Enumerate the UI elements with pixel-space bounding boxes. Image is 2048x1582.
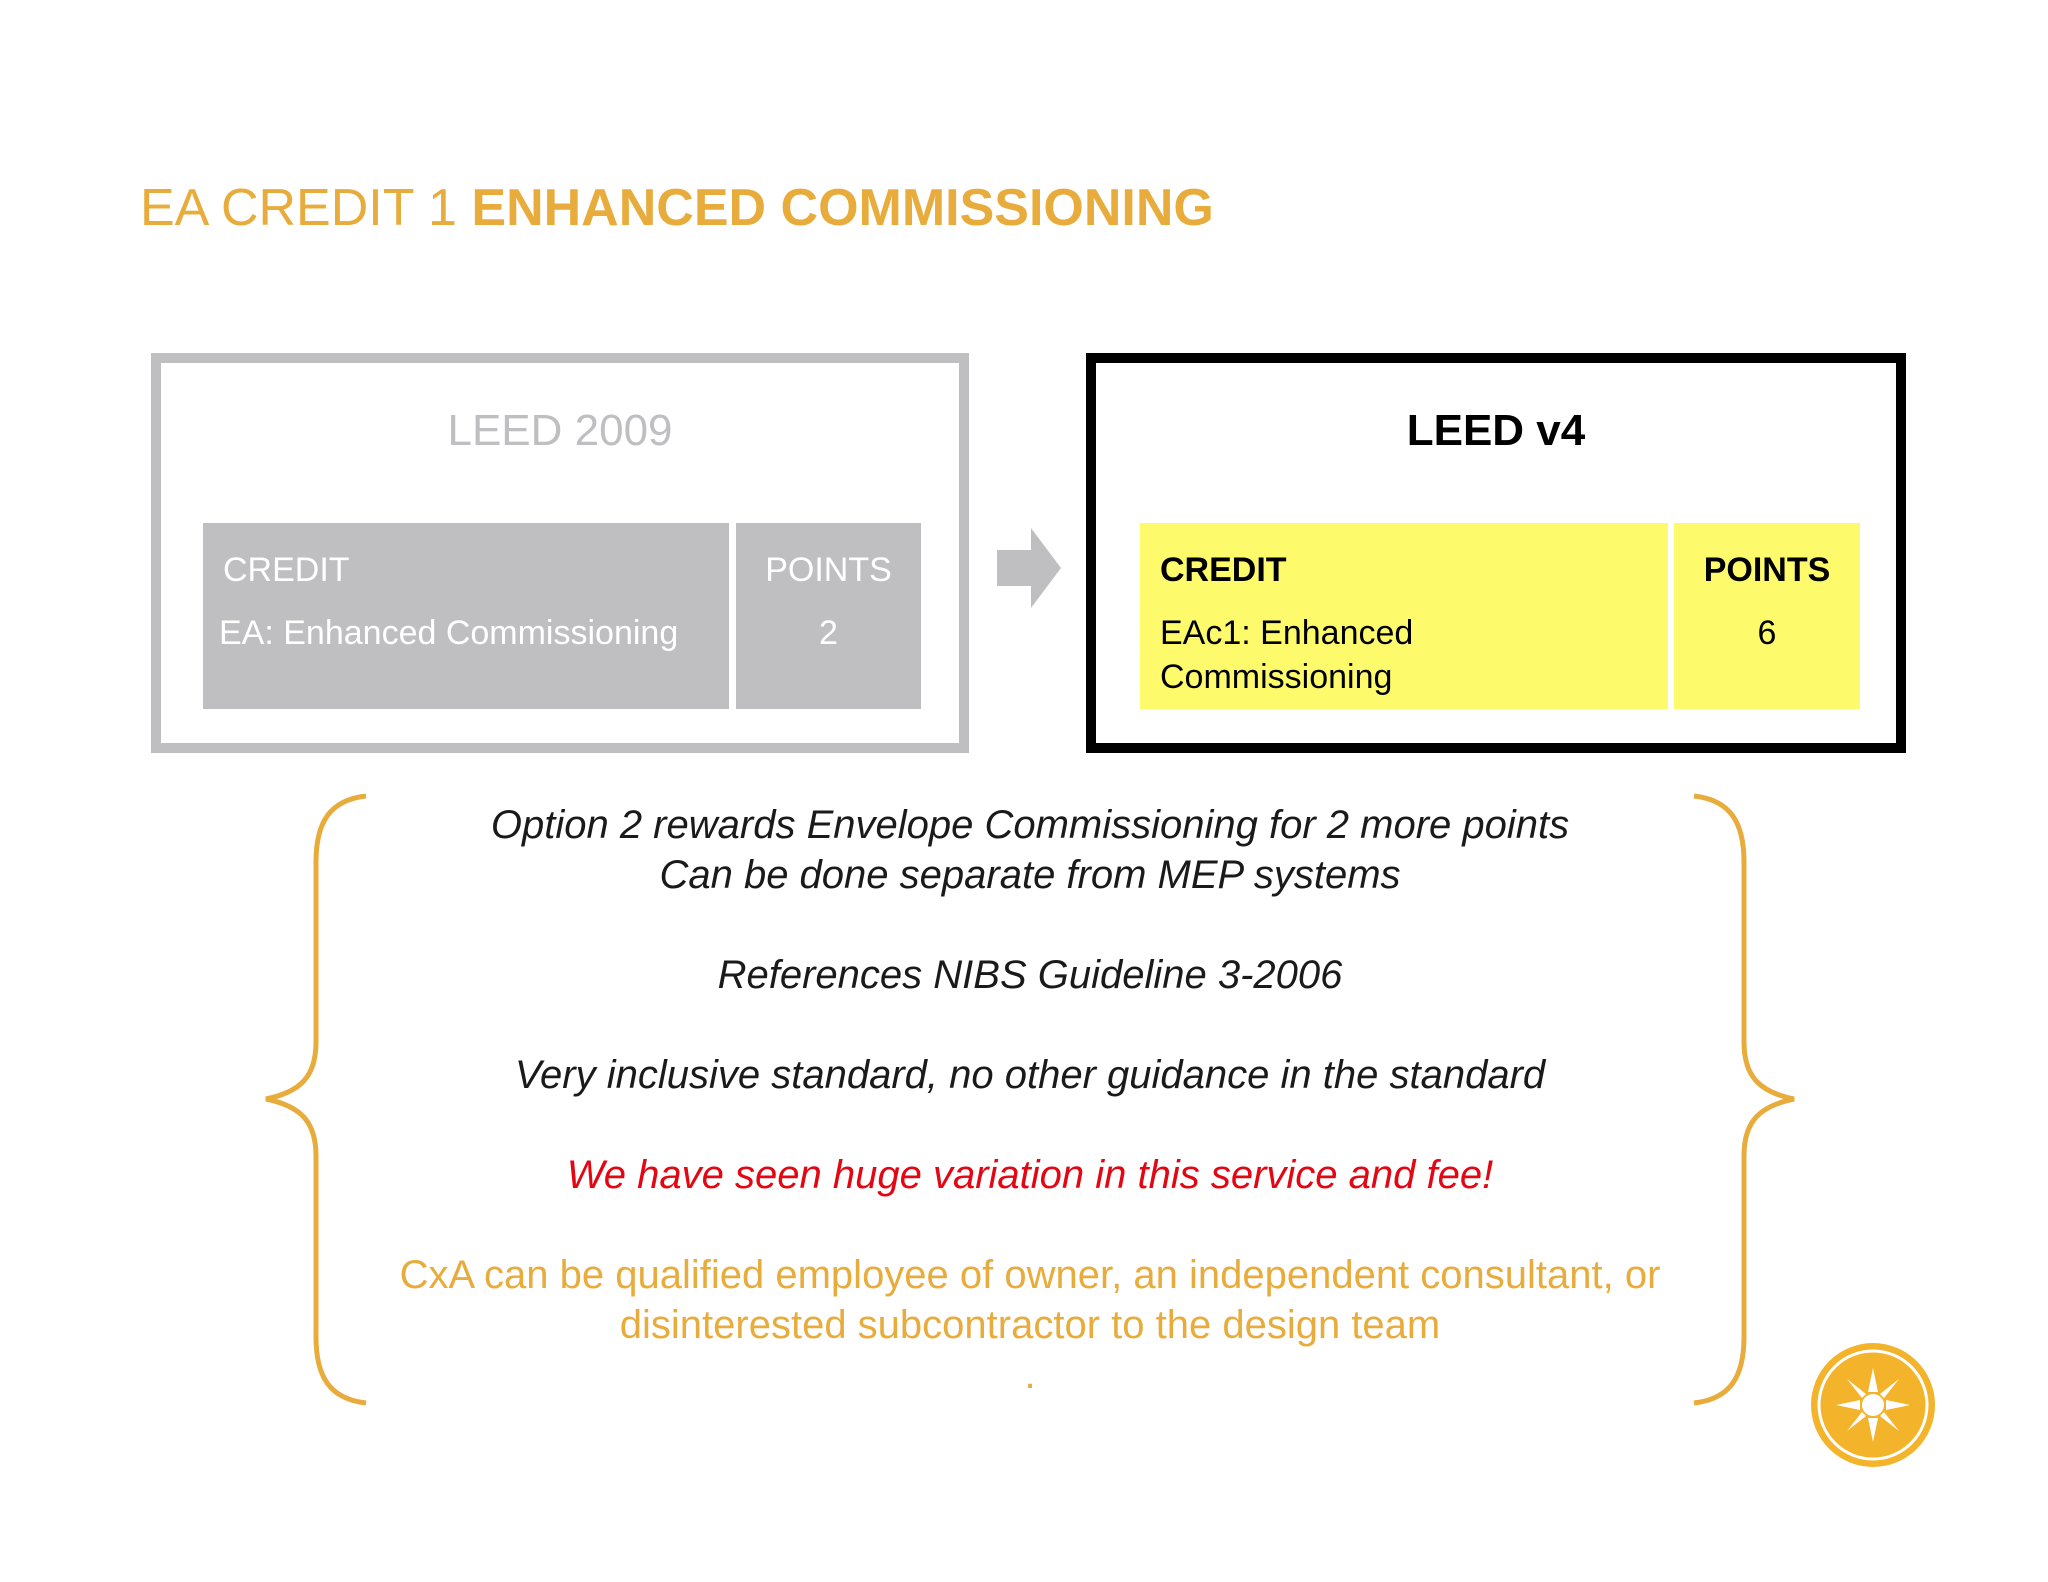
note-huge-variation: We have seen huge variation in this service and fee! (566, 1153, 1494, 1197)
sun-logo-icon (1808, 1340, 1938, 1470)
leed-2009-credit-value: EA: Enhanced Commissioning (219, 614, 679, 652)
leed-v4-credit-value: EAc1: Enhanced Commissioning (1160, 614, 1414, 696)
leed-2009-points-value: 2 (819, 614, 838, 652)
leed-v4-credit-header: CREDIT (1160, 551, 1287, 589)
note-option-2: Option 2 rewards Envelope Commissioning for 2 more points (490, 803, 1570, 847)
note-separate-mep: Can be done separate from MEP systems (659, 853, 1401, 897)
note-cxa-qualification: CxA can be qualified employee of owner, an independent consultant, or disinterested subcontractor to the design team (399, 1253, 1661, 1347)
page-title-emphasis: ENHANCED COMMISSIONING (471, 179, 1214, 237)
notes-block (330, 800, 1730, 1400)
page-title-prefix: EA CREDIT 1 (140, 179, 457, 237)
leed-v4-credit-cell (1140, 523, 1668, 709)
leed-v4-panel (1086, 353, 1906, 753)
note-trailing-dot: . (1024, 1353, 1036, 1397)
leed-v4-points-cell (1674, 523, 1860, 709)
note-nibs-guideline: References NIBS Guideline 3-2006 (717, 953, 1343, 997)
leed-2009-points-header: POINTS (765, 551, 892, 589)
note-inclusive-standard: Very inclusive standard, no other guidance in the standard (514, 1053, 1546, 1097)
page-title (140, 179, 1214, 237)
leed-2009-credit-header: CREDIT (223, 551, 350, 589)
leed-2009-points-cell (736, 523, 921, 709)
leed-v4-points-value: 6 (1757, 614, 1777, 652)
leed-2009-credit-cell (203, 523, 729, 709)
leed-2009-panel (151, 353, 969, 753)
leed-v4-points-header: POINTS (1703, 551, 1831, 589)
leed-2009-heading: LEED 2009 (447, 406, 673, 455)
right-arrow-icon (997, 528, 1061, 608)
leed-v4-heading: LEED v4 (1406, 406, 1586, 455)
